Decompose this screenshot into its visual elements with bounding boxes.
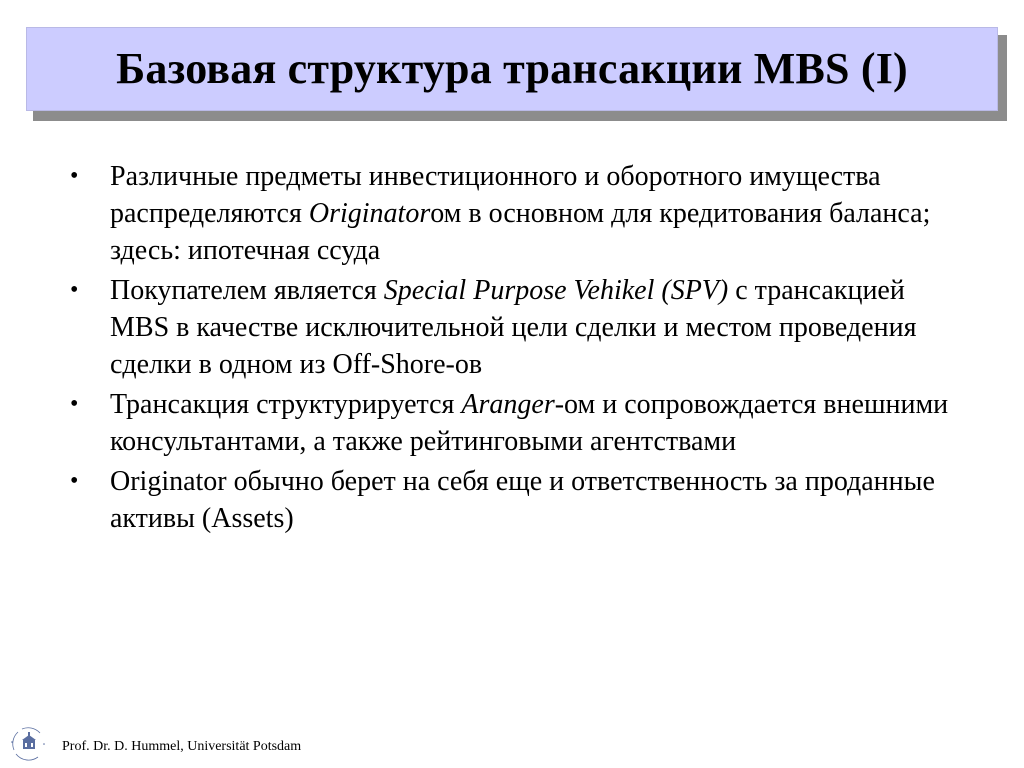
bullet-item — [70, 272, 970, 383]
bullet-text-emphasis: Aranger — [461, 389, 555, 420]
bullet-text-part: ом в основном для кредитования баланса; здесь: ипотечная ссуда — [110, 198, 931, 266]
bullet-text-emphasis: Originator — [308, 198, 431, 229]
bullet-item — [70, 386, 970, 460]
footer-text: Prof. Dr. D. Hummel, Universität Potsdam — [62, 739, 302, 754]
bullet-text-emphasis: Special Purpose Vehikel (SPV) — [383, 275, 729, 306]
bullet-text-part: Различные предметы инвестиционного и оборотного имущества распределяются — [110, 161, 881, 229]
bullet-text — [110, 275, 916, 380]
bullet-text-part: с трансакцией MBS в качестве исключительной цели сделки и местом проведения сделки в одном из Off-Shore-ов — [110, 275, 917, 380]
footer — [0, 720, 400, 764]
bullet-text — [110, 161, 930, 266]
bullet-list — [70, 158, 970, 540]
bullet-text-part: Трансакция структурируется — [110, 389, 462, 420]
bullet-marker: • — [70, 468, 79, 494]
bullet-text-part: Originator обычно берет на себя еще и ответственность за проданные активы (Assets) — [110, 466, 935, 534]
bullet-text-part: -ом и сопровождается внешними консультантами, а также рейтинговыми агентствами — [110, 389, 949, 457]
slide-title: Базовая структура трансакции MBS (I) — [116, 44, 908, 93]
bullet-text-part: Покупателем является — [110, 275, 384, 306]
bullet-marker: • — [70, 391, 79, 417]
university-seal-icon — [8, 724, 48, 762]
bullet-marker: • — [70, 277, 79, 303]
bullet-marker: • — [70, 163, 79, 189]
bullet-item — [70, 463, 970, 537]
title-box — [26, 27, 998, 111]
bullet-item — [70, 158, 970, 269]
bullet-text — [110, 466, 935, 534]
bullet-text — [110, 389, 948, 457]
